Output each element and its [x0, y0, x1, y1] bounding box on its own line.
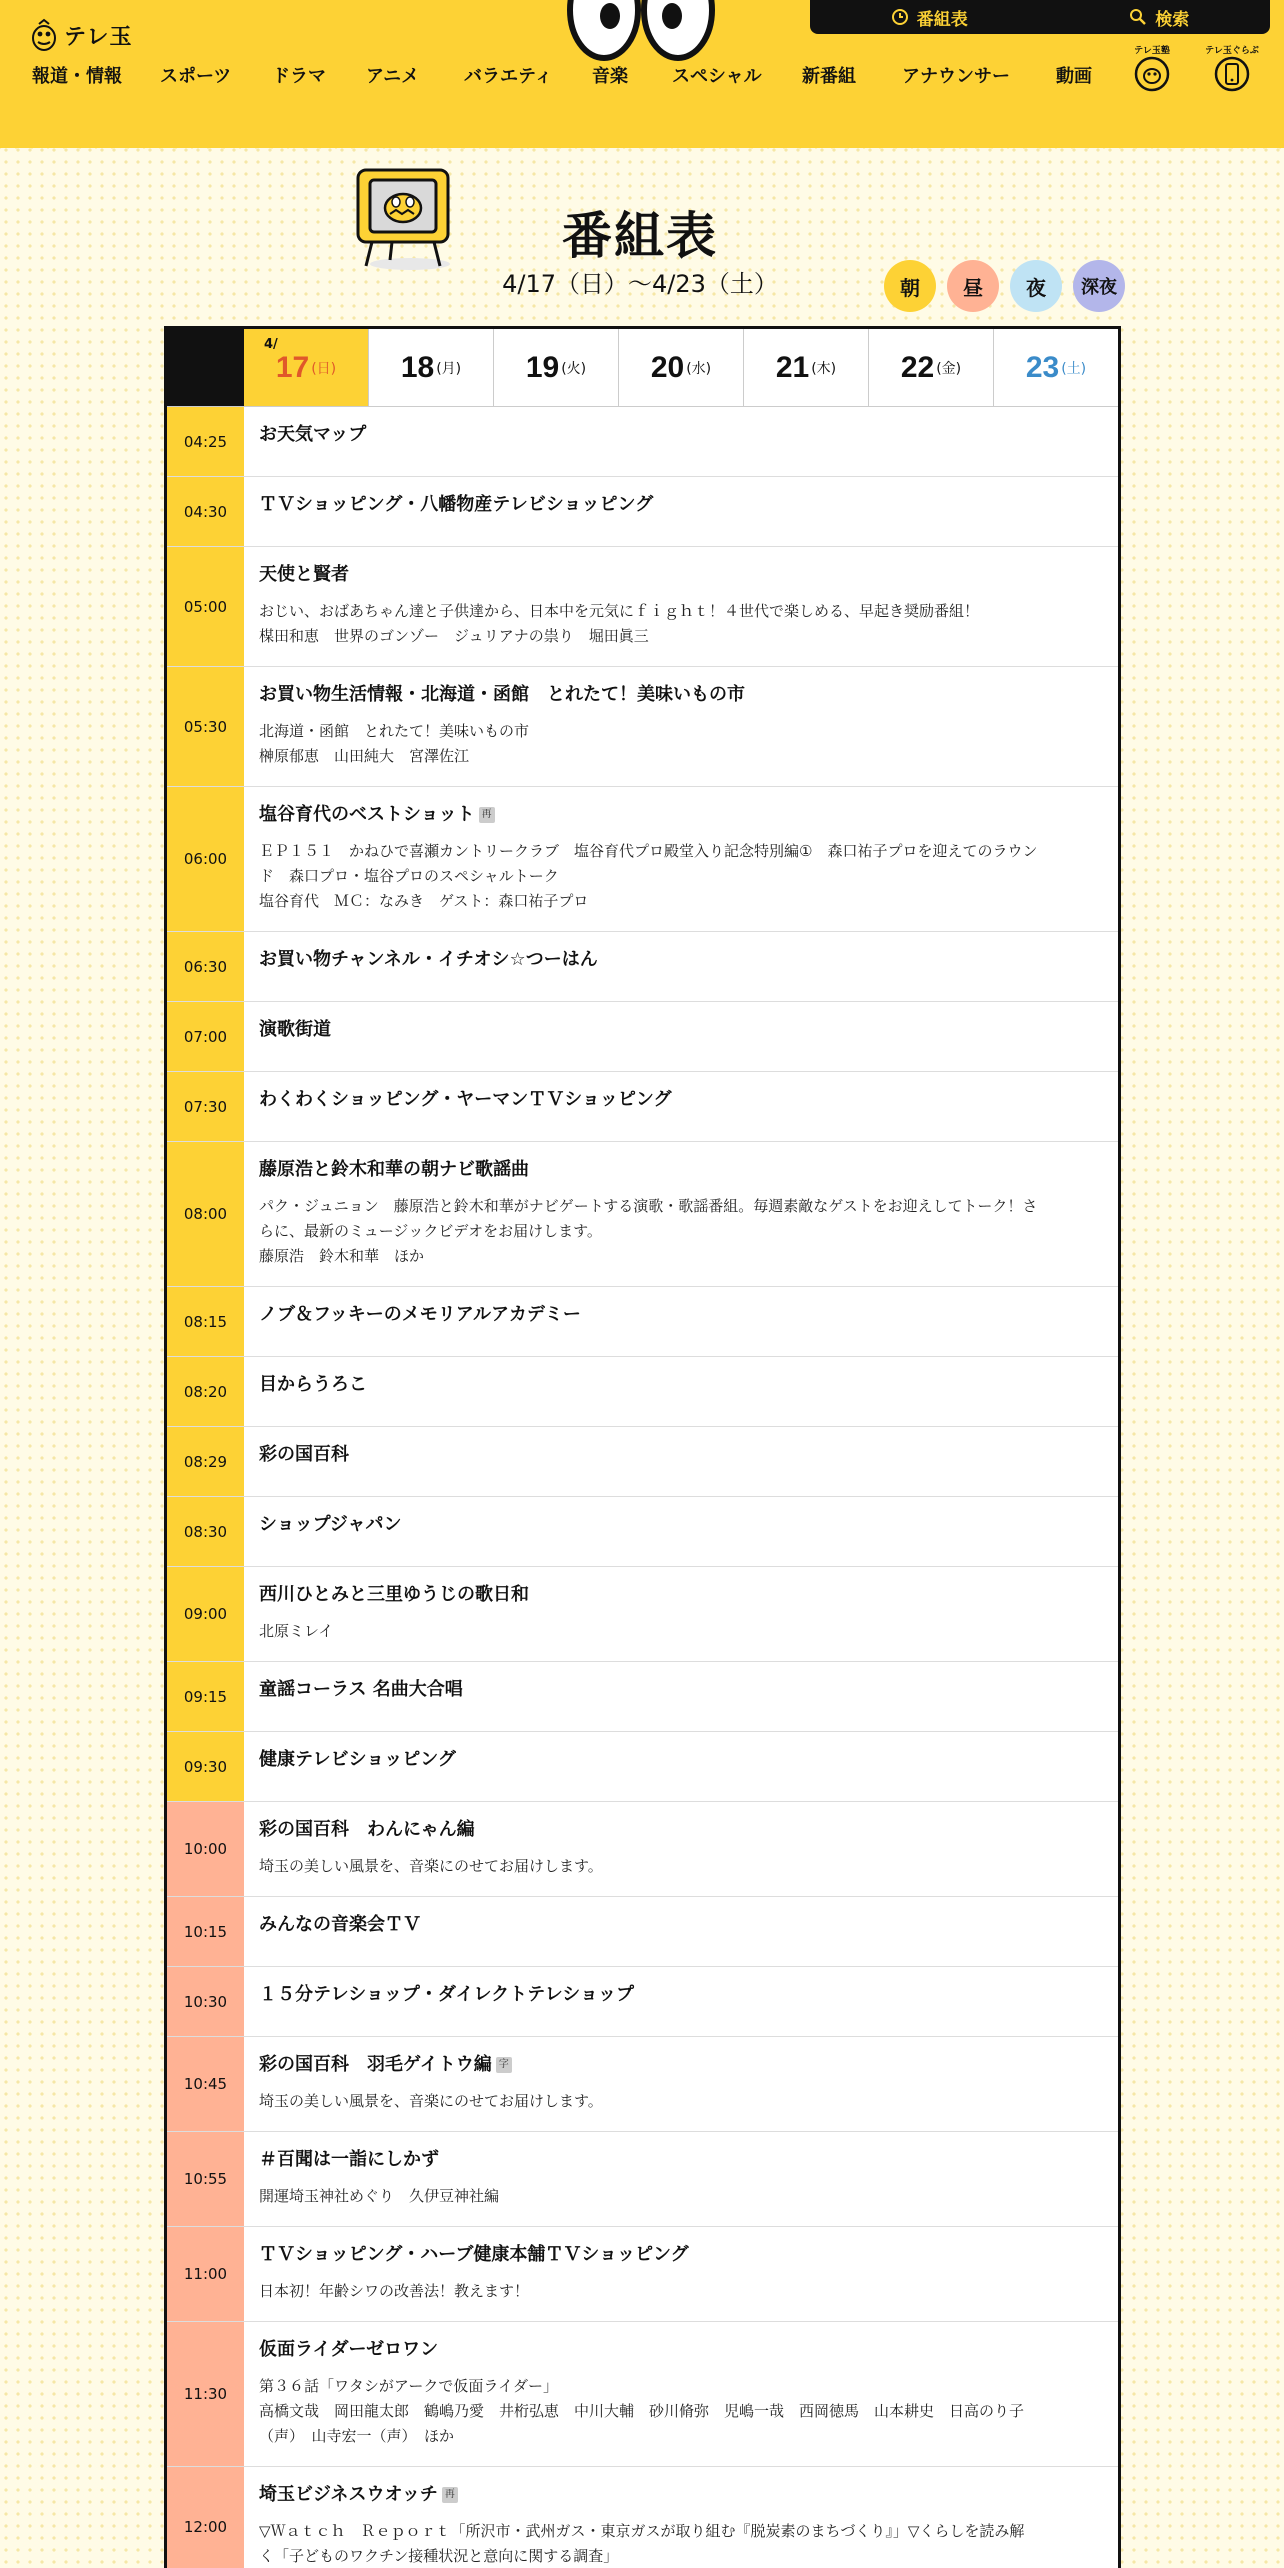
teletama-club-label: テレ玉ぐらぶ	[1205, 46, 1259, 56]
program-row	[167, 1427, 1118, 1497]
search-link[interactable]	[1129, 5, 1189, 30]
site-logo[interactable]	[30, 14, 133, 56]
nav-item-4[interactable]: バラエティ	[464, 66, 553, 87]
program-time: 04:25	[167, 407, 244, 476]
program-title-text: ＃百聞は一詣にしかず	[259, 2149, 439, 2170]
program-cell[interactable]	[244, 2132, 1118, 2226]
program-list	[167, 407, 1118, 2568]
day-number: 19	[525, 350, 560, 384]
search-link-label: 検索	[1155, 9, 1190, 30]
program-row	[167, 932, 1118, 1002]
program-description-line: く「子どものワクチン接種状況と意向に関する調査」	[259, 2547, 619, 2565]
program-description	[259, 2279, 1104, 2304]
program-row	[167, 407, 1118, 477]
program-row	[167, 477, 1118, 547]
program-cell[interactable]	[244, 477, 1118, 546]
corner-cell	[167, 329, 244, 406]
program-cell[interactable]	[244, 2037, 1118, 2131]
program-description-line: 榊原郁恵 山田純大 宮澤佐江	[259, 747, 470, 765]
program-description	[259, 1194, 1104, 1269]
program-cell[interactable]	[244, 1967, 1118, 2036]
program-description	[259, 1619, 1104, 1644]
program-cell[interactable]	[244, 667, 1118, 786]
program-row	[167, 2322, 1118, 2467]
program-description-line: 高橋文哉 岡田龍太郎 鶴嶋乃愛 井桁弘恵 中川大輔 砂川脩弥 児嶋一哉 西岡徳馬 山本耕史 日高のり子	[259, 2402, 1025, 2420]
program-title	[259, 1443, 1104, 1467]
nav-item-0[interactable]: 報道・情報	[32, 66, 122, 87]
program-badge: 字	[496, 2057, 512, 2073]
program-row	[167, 1002, 1118, 1072]
program-row	[167, 1662, 1118, 1732]
program-title-text: 西川ひとみと三里ゆうじの歌日和	[259, 1584, 529, 1605]
program-row	[167, 547, 1118, 667]
program-row	[167, 1287, 1118, 1357]
program-description-line: （声） 山寺宏一（声） ほか	[259, 2427, 455, 2445]
program-title-text: お買い物生活情報・北海道・函館 とれたて！美味いもの市	[259, 684, 745, 705]
program-description	[259, 839, 1104, 914]
program-row	[167, 1802, 1118, 1897]
program-row	[167, 1497, 1118, 1567]
program-title	[259, 1513, 1104, 1537]
program-row	[167, 1357, 1118, 1427]
mascot-eyes-icon	[566, 0, 716, 62]
program-description-line: ド 森口プロ・塩谷プロのスペシャルトーク	[259, 867, 559, 885]
program-title	[259, 1818, 1104, 1842]
day-weekday: (火)	[561, 360, 587, 377]
program-title-text: みんなの音楽会ＴＶ	[259, 1914, 421, 1935]
program-cell[interactable]	[244, 1002, 1118, 1071]
program-title-text: ノブ＆フッキーのメモリアルアカデミー	[259, 1304, 581, 1325]
nav-item-2[interactable]: ドラマ	[272, 66, 326, 87]
program-time: 05:00	[167, 547, 244, 666]
program-title	[259, 423, 1104, 447]
program-description-line: 塩谷育代 ＭＣ：なみき ゲスト：森口祐子プロ	[259, 892, 589, 910]
day-number: 21	[775, 350, 810, 384]
program-description-line: 第３６話「ワタシがアークで仮面ライダー」	[259, 2377, 558, 2395]
program-time: 10:30	[167, 1967, 244, 2036]
jump-night-button[interactable]: 夜	[1010, 260, 1062, 312]
program-row	[167, 667, 1118, 787]
program-time: 06:00	[167, 787, 244, 931]
program-row	[167, 2037, 1118, 2132]
nav-item-5[interactable]: 音楽	[592, 66, 628, 87]
program-title-text: 健康テレビショッピング	[259, 1749, 456, 1770]
program-cell[interactable]	[244, 1897, 1118, 1966]
program-description-line: ▽Ｗａｔｃｈ Ｒｅｐｏｒｔ「所沢市・武州ガス・東京ガスが取り組む『脱炭素のまちづくり』」▽くらしを読み解	[259, 2522, 1025, 2540]
date-range: 4/17（日）〜4/23（土）	[502, 270, 778, 298]
program-time: 08:30	[167, 1497, 244, 1566]
program-time: 11:30	[167, 2322, 244, 2466]
program-cell[interactable]	[244, 1357, 1118, 1426]
program-description-line: 楳田和恵 世界のゴンゾー ジュリアナの祟り 堀田眞三	[259, 627, 649, 645]
mascot-logo-icon	[30, 18, 58, 52]
program-row	[167, 1967, 1118, 2037]
day-tab-19[interactable]	[493, 329, 618, 406]
program-title-text: お買い物チャンネル・イチオシ☆つーはん	[259, 949, 598, 970]
day-number: 23	[1025, 350, 1060, 384]
program-description	[259, 2184, 1104, 2209]
program-title-text: 藤原浩と鈴木和華の朝ナビ歌謡曲	[259, 1159, 529, 1180]
program-time: 10:00	[167, 1802, 244, 1896]
day-number: 17	[275, 350, 310, 384]
program-time: 12:00	[167, 2467, 244, 2568]
program-cell[interactable]	[244, 1732, 1118, 1801]
top-utility-bar	[810, 0, 1270, 34]
program-title-text: 彩の国百科 羽毛ゲイトウ編	[259, 2054, 492, 2075]
program-time: 10:55	[167, 2132, 244, 2226]
program-cell[interactable]	[244, 2227, 1118, 2321]
program-title-text: 演歌街道	[259, 1019, 331, 1040]
program-time: 05:30	[167, 667, 244, 786]
day-tabs	[167, 329, 1118, 407]
program-title	[259, 1983, 1104, 2007]
program-description	[259, 2374, 1104, 2449]
program-title-text: 目からうろこ	[259, 1374, 367, 1395]
program-title	[259, 1373, 1104, 1397]
program-title-text: 童謡コーラス 名曲大合唱	[259, 1679, 463, 1700]
program-row	[167, 1072, 1118, 1142]
program-time: 10:15	[167, 1897, 244, 1966]
day-weekday: (月)	[436, 360, 462, 377]
day-tab-20[interactable]	[618, 329, 743, 406]
program-row	[167, 2227, 1118, 2322]
program-title-text: ＴＶショッピング・ハーブ健康本舗ＴＶショッピング	[259, 2244, 689, 2265]
teletama-juku-label: テレ玉塾	[1134, 46, 1170, 56]
program-title-text: 塩谷育代のベストショット	[259, 804, 475, 825]
program-title-text: 埼玉ビジネスウオッチ	[259, 2484, 438, 2505]
program-description-line: パク・ジュニョン 藤原浩と鈴木和華がナビゲートする演歌・歌謡番組。毎週素敵なゲストをお迎えしてトーク！さ	[259, 1197, 1038, 1215]
program-title	[259, 493, 1104, 517]
program-time: 08:20	[167, 1357, 244, 1426]
mascot-circle-icon	[1134, 56, 1170, 92]
program-title	[259, 1583, 1104, 1607]
day-month-label: 4/	[264, 337, 278, 352]
day-tab-21[interactable]	[743, 329, 868, 406]
header-zigzag-edge	[0, 138, 1284, 154]
day-weekday: (水)	[686, 360, 712, 377]
tv-mascot-icon	[352, 168, 460, 272]
program-time: 07:30	[167, 1072, 244, 1141]
day-tab-23[interactable]	[993, 329, 1118, 406]
program-badge: 再	[479, 807, 495, 823]
time-jump-buttons	[884, 260, 1125, 312]
day-weekday: (木)	[811, 360, 837, 377]
jump-morning-button[interactable]: 朝	[884, 260, 936, 312]
program-schedule	[164, 326, 1121, 2568]
program-row	[167, 1732, 1118, 1802]
nav-item-3[interactable]: アニメ	[366, 66, 420, 87]
schedule-link[interactable]	[891, 5, 968, 30]
jump-noon-button[interactable]: 昼	[947, 260, 999, 312]
program-cell[interactable]	[244, 2467, 1118, 2568]
program-title	[259, 2338, 1104, 2362]
program-row	[167, 2132, 1118, 2227]
program-title-text: わくわくショッピング・ヤーマンＴＶショッピング	[259, 1089, 672, 1110]
program-cell[interactable]	[244, 1287, 1118, 1356]
program-title	[259, 1913, 1104, 1937]
program-time: 09:00	[167, 1567, 244, 1661]
program-time: 08:15	[167, 1287, 244, 1356]
program-row	[167, 1897, 1118, 1967]
teletama-club-link[interactable]	[1205, 46, 1259, 94]
program-cell[interactable]	[244, 1497, 1118, 1566]
program-cell[interactable]	[244, 1662, 1118, 1731]
program-title	[259, 563, 1104, 587]
program-description-line: 埼玉の美しい風景を、音楽にのせてお届けします。	[259, 1857, 603, 1875]
program-description-line: 藤原浩 鈴木和華 ほか	[259, 1247, 425, 1265]
program-row	[167, 1567, 1118, 1662]
program-title	[259, 1748, 1104, 1772]
program-cell[interactable]	[244, 1072, 1118, 1141]
day-number: 18	[400, 350, 435, 384]
program-title-text: 彩の国百科	[259, 1444, 349, 1465]
program-cell[interactable]	[244, 547, 1118, 666]
program-cell[interactable]	[244, 1427, 1118, 1496]
program-description-line: 北原ミレイ	[259, 1622, 334, 1640]
program-description	[259, 719, 1104, 769]
program-title-text: 仮面ライダーゼロワン	[259, 2339, 439, 2360]
program-row	[167, 787, 1118, 932]
day-tab-17[interactable]	[244, 329, 368, 406]
program-cell[interactable]	[244, 1802, 1118, 1896]
program-title	[259, 2243, 1104, 2267]
program-description	[259, 599, 1104, 649]
schedule-link-label: 番組表	[916, 9, 968, 30]
program-title	[259, 683, 1104, 707]
program-description-line: 開運埼玉神社めぐり 久伊豆神社編	[259, 2187, 500, 2205]
day-tab-22[interactable]	[868, 329, 993, 406]
teletama-juku-link[interactable]	[1132, 46, 1172, 94]
program-description-line: らに、最新のミュージックビデオをお届けします。	[259, 1222, 602, 1240]
phone-circle-icon	[1214, 56, 1250, 92]
program-cell[interactable]	[244, 407, 1118, 476]
program-title-text: ショップジャパン	[259, 1514, 402, 1535]
program-title	[259, 2483, 1104, 2507]
day-weekday: (日)	[311, 360, 337, 377]
program-description-line: おじい、おばあちゃん達と子供達から、日本中を元気にｆｉｇｈｔ！４世代で楽しめる、早起き奨励番組！	[259, 602, 980, 620]
program-time: 10:45	[167, 2037, 244, 2131]
program-title	[259, 948, 1104, 972]
program-row	[167, 2467, 1118, 2568]
program-title-text: お天気マップ	[259, 424, 367, 445]
program-title	[259, 1303, 1104, 1327]
program-title-text: ＴＶショッピング・八幡物産テレビショッピング	[259, 494, 654, 515]
program-cell[interactable]	[244, 1567, 1118, 1661]
nav-item-6[interactable]: スペシャル	[672, 66, 762, 87]
nav-item-1[interactable]: スポーツ	[160, 66, 232, 87]
program-time: 07:00	[167, 1002, 244, 1071]
program-title	[259, 2148, 1104, 2172]
program-title	[259, 1678, 1104, 1702]
program-time: 08:00	[167, 1142, 244, 1286]
day-number: 22	[900, 350, 935, 384]
day-tab-18[interactable]	[368, 329, 493, 406]
program-cell[interactable]	[244, 2322, 1118, 2466]
program-title-text: 天使と賢者	[259, 564, 349, 585]
page-title: 番組表	[562, 207, 718, 265]
program-row	[167, 1142, 1118, 1287]
program-title	[259, 1088, 1104, 1112]
nav-item-8[interactable]: アナウンサー	[902, 66, 1010, 87]
program-badge: 再	[442, 2487, 458, 2503]
program-description-line: 北海道・函館 とれたて！美味いもの市	[259, 722, 530, 740]
program-description	[259, 1854, 1104, 1879]
program-title	[259, 803, 1104, 827]
program-title	[259, 1158, 1104, 1182]
program-title	[259, 1018, 1104, 1042]
day-weekday: (土)	[1061, 360, 1087, 377]
program-time: 09:15	[167, 1662, 244, 1731]
program-title-text: １５分テレショップ・ダイレクトテレショップ	[259, 1984, 634, 2005]
nav-item-9[interactable]: 動画	[1056, 66, 1092, 87]
program-description-line: 日本初！年齢シワの改善法！教えます！	[259, 2282, 530, 2300]
program-description-line: ＥＰ１５１ かねひで喜瀬カントリークラブ 塩谷育代プロ殿堂入り記念特別編① 森口祐子プロを迎えてのラウン	[259, 842, 1038, 860]
program-description-line: 埼玉の美しい風景を、音楽にのせてお届けします。	[259, 2092, 603, 2110]
program-cell[interactable]	[244, 1142, 1118, 1286]
program-cell[interactable]	[244, 932, 1118, 1001]
jump-late-night-button[interactable]: 深夜	[1073, 260, 1125, 312]
nav-item-7[interactable]: 新番組	[802, 66, 856, 87]
program-description	[259, 2089, 1104, 2114]
program-description	[259, 2519, 1104, 2568]
day-number: 20	[650, 350, 685, 384]
program-cell[interactable]	[244, 787, 1118, 931]
program-title	[259, 2053, 1104, 2077]
clock-icon	[891, 8, 909, 26]
site-header	[0, 0, 1284, 148]
program-time: 06:30	[167, 932, 244, 1001]
program-time: 08:29	[167, 1427, 244, 1496]
search-icon	[1129, 8, 1147, 26]
day-weekday: (金)	[936, 360, 962, 377]
program-time: 09:30	[167, 1732, 244, 1801]
program-time: 04:30	[167, 477, 244, 546]
program-title-text: 彩の国百科 わんにゃん編	[259, 1819, 475, 1840]
logo-text: テレ玉	[64, 24, 133, 50]
program-time: 11:00	[167, 2227, 244, 2321]
